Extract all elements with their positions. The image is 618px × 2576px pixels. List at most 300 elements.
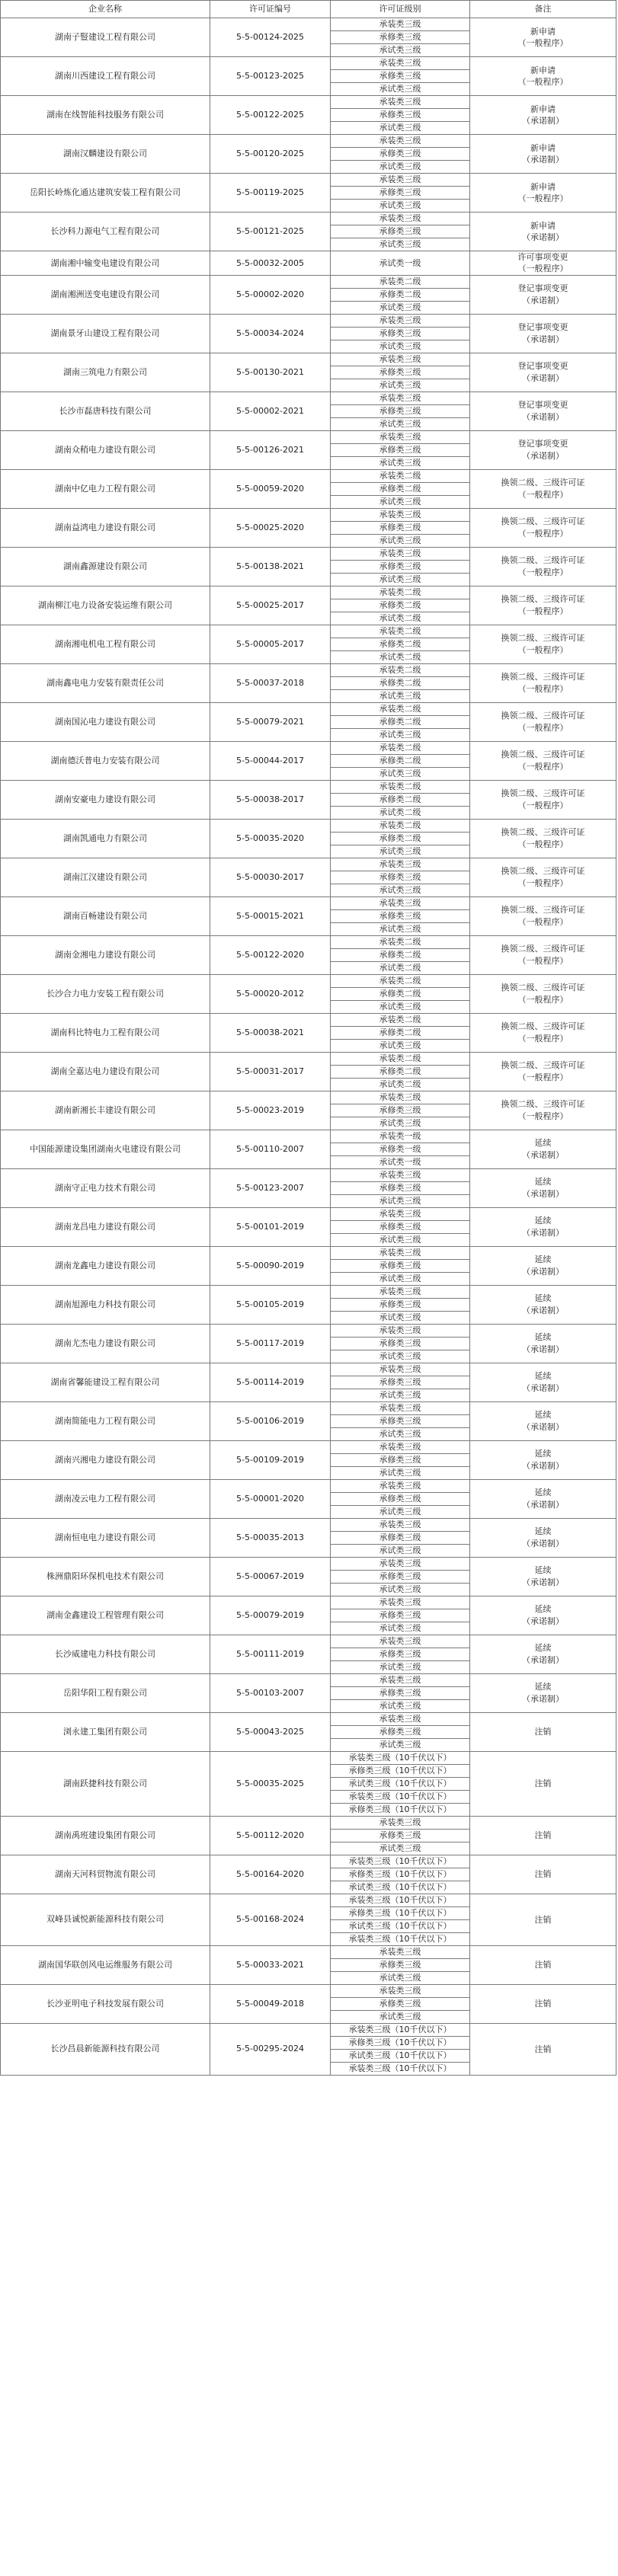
permit-number-cell: 5-5-00124-2025 [210, 18, 331, 57]
note-line: 换领二级、三级许可证 [501, 944, 585, 954]
note-cell [470, 251, 616, 276]
permit-number-cell: 5-5-00044-2017 [210, 741, 331, 780]
permit-level-cell: 承装类三级 [331, 1712, 470, 1725]
table-row [1, 1945, 616, 1958]
note-line: 延续 [534, 1410, 552, 1421]
table-row [1, 663, 616, 676]
table-row [1, 1557, 616, 1570]
permit-number-cell: 5-5-00002-2021 [210, 392, 331, 430]
table-row [1, 1168, 616, 1181]
note-cell [470, 1401, 616, 1440]
note-line: （一般程序） [517, 489, 568, 500]
note-line: 注销 [534, 1779, 552, 1789]
permit-level-cell: 承装类三级 [331, 1518, 470, 1531]
note-line: 新申请 [530, 65, 556, 75]
table-row [1, 1440, 616, 1453]
table-row [1, 1479, 616, 1492]
company-name-cell: 株洲鼎阳环保机电技术有限公司 [1, 1557, 210, 1596]
permit-number-cell: 5-5-00059-2020 [210, 469, 331, 508]
note-line: （承诺制） [522, 1421, 564, 1432]
note-cell [470, 586, 616, 625]
note-cell [470, 1816, 616, 1855]
note-cell [470, 1168, 616, 1207]
table-row [1, 174, 616, 187]
note-line: （承诺制） [522, 1227, 564, 1238]
note-cell [470, 1557, 616, 1596]
note-line: 延续 [534, 1371, 552, 1382]
table-row [1, 1401, 616, 1414]
table-row [1, 1894, 616, 1906]
permit-number-cell: 5-5-00123-2025 [210, 57, 331, 96]
table-row [1, 135, 616, 148]
company-name-cell: 湖南省馨能建设工程有限公司 [1, 1363, 210, 1401]
permit-level-cell: 承装类三级 [331, 1401, 470, 1414]
permit-level-cell: 承试类三级 [331, 2010, 470, 2023]
permit-level-cell: 承修类三级（10千伏以下） [331, 1868, 470, 1881]
permit-level-cell: 承装类三级（10千伏以下） [331, 1932, 470, 1945]
note-cell [470, 1518, 616, 1557]
permit-level-cell: 承修类二级 [331, 715, 470, 728]
permit-level-cell: 承试类三级 [331, 301, 470, 314]
note-line: 登记事项变更 [517, 283, 568, 294]
note-line: （承诺制） [522, 116, 564, 126]
permit-level-cell: 承试类三级 [331, 1699, 470, 1712]
note-cell [470, 1246, 616, 1285]
permit-number-cell: 5-5-00121-2025 [210, 213, 331, 251]
note-line: 新申请 [530, 181, 556, 192]
permit-number-cell: 5-5-00038-2021 [210, 1013, 331, 1052]
company-name-cell: 岳阳长岭炼化通达建筑安装工程有限公司 [1, 174, 210, 213]
permit-level-cell: 承装类三级 [331, 353, 470, 366]
permit-number-cell: 5-5-00079-2019 [210, 1596, 331, 1635]
table-row [1, 1207, 616, 1220]
note-line: 换领二级、三级许可证 [501, 594, 585, 605]
permit-number-cell: 5-5-00105-2019 [210, 1285, 331, 1324]
table-row [1, 213, 616, 225]
permit-level-cell: 承试类三级 [331, 1971, 470, 1984]
header-permit-level: 许可证级别 [331, 1, 470, 18]
permit-level-cell: 承试类三级 [331, 1427, 470, 1440]
permit-level-cell: 承装类三级 [331, 392, 470, 404]
company-name-cell: 湖南守正电力技术有限公司 [1, 1168, 210, 1207]
permit-level-cell: 承修类二级 [331, 793, 470, 806]
company-name-cell: 湖南国华联创风电运维服务有限公司 [1, 1945, 210, 1984]
permit-level-cell: 承修类二级 [331, 1026, 470, 1039]
permit-level-cell: 承试类三级 [331, 1350, 470, 1363]
permit-level-cell: 承修类三级 [331, 187, 470, 200]
permit-number-cell: 5-5-00025-2017 [210, 586, 331, 625]
note-line: 注销 [534, 1960, 552, 1970]
permit-level-cell: 承修类三级（10千伏以下） [331, 1764, 470, 1777]
permit-number-cell: 5-5-00034-2024 [210, 314, 331, 353]
permit-level-cell: 承修类二级 [331, 987, 470, 1000]
company-name-cell: 湖南天河科贸物流有限公司 [1, 1855, 210, 1894]
permit-level-cell: 承试类三级 [331, 161, 470, 174]
permit-level-cell: 承修类三级 [331, 1298, 470, 1311]
note-line: （承诺制） [522, 1188, 564, 1199]
note-cell [470, 1751, 616, 1816]
permit-level-cell: 承装类二级 [331, 780, 470, 793]
permit-level-cell: 承装类二级 [331, 741, 470, 754]
note-line: （一般程序） [517, 77, 568, 87]
note-line: 延续 [534, 1216, 552, 1226]
note-line: 换领二级、三级许可证 [501, 749, 585, 760]
note-cell [470, 508, 616, 547]
permit-level-cell: 承试类三级 [331, 1311, 470, 1324]
note-line: （一般程序） [517, 1111, 568, 1121]
permit-level-cell: 承装类三级 [331, 1207, 470, 1220]
company-name-cell: 湖南凯通电力有限公司 [1, 819, 210, 858]
permit-level-cell: 承修类二级 [331, 638, 470, 650]
permit-level-cell: 承装类二级 [331, 702, 470, 715]
permit-number-cell: 5-5-00023-2019 [210, 1091, 331, 1130]
permit-number-cell: 5-5-00079-2021 [210, 702, 331, 741]
permit-number-cell: 5-5-00130-2021 [210, 353, 331, 392]
note-line: 延续 [534, 1643, 552, 1654]
permit-level-cell: 承修类二级 [331, 832, 470, 845]
table-row [1, 935, 616, 948]
permit-number-cell: 5-5-00295-2024 [210, 2023, 331, 2075]
permit-level-cell: 承修类三级 [331, 1181, 470, 1194]
note-cell [470, 1635, 616, 1673]
note-line: （一般程序） [517, 761, 568, 772]
permit-level-cell: 承修类三级 [331, 1414, 470, 1427]
permit-number-cell: 5-5-00015-2021 [210, 896, 331, 935]
note-line: （一般程序） [517, 683, 568, 694]
permit-level-cell: 承修类三级 [331, 225, 470, 238]
permit-level-cell: 承修类三级 [331, 521, 470, 534]
note-line: 延续 [534, 1488, 552, 1498]
company-name-cell: 湖南旭源电力科技有限公司 [1, 1285, 210, 1324]
company-name-cell: 湖南子豎建设工程有限公司 [1, 18, 210, 57]
permit-level-cell: 承修类二级 [331, 599, 470, 612]
note-cell [470, 469, 616, 508]
permit-level-cell: 承装类三级 [331, 57, 470, 70]
permit-level-cell: 承试类三级 [331, 1622, 470, 1635]
note-cell [470, 1363, 616, 1401]
table-row [1, 1324, 616, 1337]
permit-level-cell: 承装类三级（10千伏以下） [331, 1751, 470, 1764]
note-cell [470, 135, 616, 174]
permit-level-cell: 承装类三级 [331, 1091, 470, 1104]
permit-level-cell: 承试类二级 [331, 612, 470, 625]
note-line: （一般程序） [517, 193, 568, 203]
permit-level-cell: 承修类三级 [331, 1337, 470, 1350]
permit-level-cell: 承装类三级 [331, 1440, 470, 1453]
permit-number-cell: 5-5-00032-2005 [210, 251, 331, 276]
note-cell [470, 1440, 616, 1479]
company-name-cell: 湖南安豪电力建设有限公司 [1, 780, 210, 819]
note-cell [470, 625, 616, 663]
permit-level-cell: 承装类三级 [331, 508, 470, 521]
note-cell [470, 1894, 616, 1945]
note-cell [470, 547, 616, 586]
note-line: 延续 [534, 1254, 552, 1265]
permit-level-cell: 承试类三级 [331, 689, 470, 702]
note-cell [470, 1091, 616, 1130]
permit-level-cell: 承修类三级 [331, 560, 470, 573]
table-row [1, 18, 616, 31]
note-line: 换领二级、三级许可证 [501, 555, 585, 566]
permit-level-cell: 承试类三级 [331, 456, 470, 469]
permit-level-cell: 承修类三级 [331, 1220, 470, 1233]
company-name-cell: 湖南跃捷科技有限公司 [1, 1751, 210, 1816]
permit-level-cell: 承试类三级 [331, 1389, 470, 1401]
note-cell [470, 314, 616, 353]
note-line: 登记事项变更 [517, 400, 568, 411]
permit-number-cell: 5-5-00123-2007 [210, 1168, 331, 1207]
permit-level-cell: 承装类三级 [331, 18, 470, 31]
table-row [1, 275, 616, 288]
note-cell [470, 174, 616, 213]
note-line: 换领二级、三级许可证 [501, 1099, 585, 1110]
note-line: 延续 [534, 1332, 552, 1343]
note-line: （承诺制） [522, 334, 564, 344]
company-name-cell: 湖南在线智能科技服务有限公司 [1, 96, 210, 135]
permit-level-cell: 承试类三级 [331, 417, 470, 430]
company-name-cell: 长沙昌晨新能源科技有限公司 [1, 2023, 210, 2075]
table-row [1, 1091, 616, 1104]
note-cell [470, 18, 616, 57]
note-line: （一般程序） [517, 567, 568, 577]
permit-level-cell: 承试类二级 [331, 806, 470, 819]
company-name-cell: 湖南德沃普电力安装有限公司 [1, 741, 210, 780]
permit-level-cell: 承装类三级 [331, 174, 470, 187]
permit-level-cell: 承装类二级 [331, 819, 470, 832]
permit-level-cell: 承修类三级 [331, 909, 470, 922]
permit-level-cell: 承装类二级 [331, 1013, 470, 1026]
note-line: 注销 [534, 1914, 552, 1925]
permit-level-cell: 承试类三级 [331, 238, 470, 251]
permit-level-cell: 承试类三级 [331, 1842, 470, 1855]
company-name-cell: 中国能源建设集团湖南火电建设有限公司 [1, 1130, 210, 1168]
permit-level-cell: 承修类三级 [331, 1492, 470, 1505]
note-line: 注销 [534, 1999, 552, 2009]
note-line: 延续 [534, 1293, 552, 1304]
permit-level-cell: 承装类三级 [331, 1673, 470, 1686]
permit-level-cell: 承修类三级 [331, 1104, 470, 1117]
permit-number-cell: 5-5-00037-2018 [210, 663, 331, 702]
permit-number-cell: 5-5-00067-2019 [210, 1557, 331, 1596]
permit-level-cell: 承装类三级 [331, 1363, 470, 1376]
table-row [1, 780, 616, 793]
permit-level-cell: 承试类三级 [331, 1505, 470, 1518]
company-name-cell: 湖南龙昌电力建设有限公司 [1, 1207, 210, 1246]
permit-level-cell: 承修类二级 [331, 482, 470, 495]
note-cell [470, 1712, 616, 1751]
permit-number-cell: 5-5-00168-2024 [210, 1894, 331, 1945]
note-line: 延续 [534, 1604, 552, 1615]
permit-level-cell: 承装类三级（10千伏以下） [331, 1790, 470, 1803]
table-row [1, 625, 616, 638]
permit-number-cell: 5-5-00138-2021 [210, 547, 331, 586]
permit-level-cell: 承修类二级 [331, 1065, 470, 1078]
permit-level-cell: 承修类三级 [331, 1376, 470, 1389]
note-cell [470, 430, 616, 469]
permit-level-cell: 承装类三级 [331, 1168, 470, 1181]
permit-level-cell: 承修类一级 [331, 1143, 470, 1155]
header-permit-number: 许可证编号 [210, 1, 331, 18]
permit-number-cell: 5-5-00035-2020 [210, 819, 331, 858]
permit-level-cell: 承装类三级 [331, 314, 470, 327]
permit-level-cell: 承修类三级 [331, 1686, 470, 1699]
company-name-cell: 湖南兴湘电力建设有限公司 [1, 1440, 210, 1479]
note-line: 注销 [534, 2044, 552, 2054]
permit-level-cell: 承修类三级 [331, 148, 470, 161]
note-line: （承诺制） [522, 1616, 564, 1626]
note-cell [470, 780, 616, 819]
note-line: 新申请 [530, 26, 556, 37]
company-name-cell: 长沙威建电力科技有限公司 [1, 1635, 210, 1673]
note-line: 登记事项变更 [517, 439, 568, 449]
table-row [1, 896, 616, 909]
note-line: （承诺制） [522, 1499, 564, 1510]
note-line: （一般程序） [517, 1033, 568, 1044]
table-row [1, 1635, 616, 1648]
permit-level-cell: 承试类二级 [331, 650, 470, 663]
note-cell [470, 1285, 616, 1324]
note-line: 登记事项变更 [517, 322, 568, 333]
note-line: （承诺制） [522, 1460, 564, 1471]
note-line: 注销 [534, 1727, 552, 1737]
note-cell [470, 1945, 616, 1984]
permit-level-cell: 承装类二级 [331, 974, 470, 987]
company-name-cell: 湖南鑫源建设有限公司 [1, 547, 210, 586]
permit-level-cell: 承装类二级 [331, 935, 470, 948]
table-row [1, 57, 616, 70]
permit-number-cell: 5-5-00101-2019 [210, 1207, 331, 1246]
note-cell [470, 896, 616, 935]
note-line: （一般程序） [517, 877, 568, 888]
permit-level-cell: 承试类三级 [331, 83, 470, 96]
table-row [1, 314, 616, 327]
note-line: 换领二级、三级许可证 [501, 633, 585, 644]
table-row [1, 353, 616, 366]
permit-level-cell: 承装类二级 [331, 586, 470, 599]
permit-level-cell: 承装类三级 [331, 1479, 470, 1492]
permit-level-cell: 承试类三级 [331, 767, 470, 780]
company-name-cell: 长沙合力电力安装工程有限公司 [1, 974, 210, 1013]
permit-number-cell: 5-5-00164-2020 [210, 1855, 331, 1894]
permit-level-cell: 承修类三级 [331, 327, 470, 340]
permit-level-cell: 承装类三级 [331, 1984, 470, 1997]
company-name-cell: 湖南益鸿电力建设有限公司 [1, 508, 210, 547]
table-row [1, 702, 616, 715]
note-line: 换领二级、三级许可证 [501, 905, 585, 916]
note-line: （承诺制） [522, 372, 564, 383]
company-name-cell: 湖南湘电机电工程有限公司 [1, 625, 210, 663]
permit-level-cell: 承装类三级（10千伏以下） [331, 1855, 470, 1868]
company-name-cell: 双峰县诚悦新能源科技有限公司 [1, 1894, 210, 1945]
company-name-cell: 湖南众稍电力建设有限公司 [1, 430, 210, 469]
permit-number-cell: 5-5-00090-2019 [210, 1246, 331, 1285]
permit-level-cell: 承修类三级 [331, 871, 470, 884]
table-body [1, 18, 616, 2076]
permit-level-cell: 承试类三级（10千伏以下） [331, 1777, 470, 1790]
permit-level-cell: 承试类二级 [331, 961, 470, 974]
note-cell [470, 1855, 616, 1894]
company-name-cell: 岳阳华阳工程有限公司 [1, 1673, 210, 1712]
permit-number-cell: 5-5-00043-2025 [210, 1712, 331, 1751]
table-row [1, 1712, 616, 1725]
note-line: （承诺制） [522, 1266, 564, 1277]
note-line: 换领二级、三级许可证 [501, 1021, 585, 1032]
company-name-cell: 浏永建工集团有限公司 [1, 1712, 210, 1751]
permit-level-cell: 承修类三级 [331, 1997, 470, 2010]
permit-level-cell: 承试类三级 [331, 534, 470, 547]
permit-level-cell: 承修类三级 [331, 1531, 470, 1544]
note-line: （承诺制） [522, 1538, 564, 1548]
permit-level-cell: 承装类二级 [331, 1052, 470, 1065]
permit-level-cell: 承装类一级 [331, 1130, 470, 1143]
note-cell [470, 1324, 616, 1363]
note-line: （一般程序） [517, 606, 568, 616]
permit-level-cell: 承试类三级 [331, 340, 470, 353]
permit-level-cell: 承装类三级 [331, 858, 470, 871]
table-row [1, 1673, 616, 1686]
permit-number-cell: 5-5-00002-2020 [210, 275, 331, 314]
header-company: 企业名称 [1, 1, 210, 18]
note-cell [470, 858, 616, 896]
permit-level-cell: 承修类三级 [331, 1829, 470, 1842]
company-name-cell: 湖南湘中输变电建设有限公司 [1, 251, 210, 276]
permit-level-cell: 承装类三级 [331, 1285, 470, 1298]
note-line: （一般程序） [517, 916, 568, 927]
permit-level-cell: 承试类三级（10千伏以下） [331, 1919, 470, 1932]
permit-number-cell: 5-5-00122-2025 [210, 96, 331, 135]
note-cell [470, 1596, 616, 1635]
permit-level-cell: 承修类三级 [331, 109, 470, 122]
note-line: （承诺制） [522, 232, 564, 242]
company-name-cell: 湖南柳江电力设备安装运维有限公司 [1, 586, 210, 625]
table-row [1, 974, 616, 987]
company-name-cell: 长沙科力源电气工程有限公司 [1, 213, 210, 251]
note-line: （承诺制） [522, 1577, 564, 1587]
table-row [1, 741, 616, 754]
table-row [1, 508, 616, 521]
permit-level-cell: 承装类三级（10千伏以下） [331, 2062, 470, 2075]
permit-level-cell: 承修类三级 [331, 1725, 470, 1738]
note-line: 延续 [534, 1526, 552, 1537]
permit-level-cell: 承修类三级（10千伏以下） [331, 1803, 470, 1816]
note-line: （一般程序） [517, 38, 568, 48]
permit-level-cell: 承装类三级 [331, 1596, 470, 1609]
note-cell [470, 353, 616, 392]
permit-level-cell: 承修类三级（10千伏以下） [331, 2036, 470, 2049]
note-cell [470, 1673, 616, 1712]
permit-level-cell: 承试类三级（10千伏以下） [331, 2049, 470, 2062]
permit-level-cell: 承修类三级 [331, 1609, 470, 1622]
permit-number-cell: 5-5-00111-2019 [210, 1635, 331, 1673]
note-cell [470, 741, 616, 780]
company-name-cell: 湖南景牙山建设工程有限公司 [1, 314, 210, 353]
permit-number-cell: 5-5-00117-2019 [210, 1324, 331, 1363]
note-line: （一般程序） [517, 528, 568, 539]
permit-level-cell: 承试类三级 [331, 728, 470, 741]
note-cell [470, 1207, 616, 1246]
note-line: （一般程序） [517, 1072, 568, 1082]
permit-level-cell: 承装类三级 [331, 1324, 470, 1337]
table-row [1, 1130, 616, 1143]
permit-level-cell: 承修类二级 [331, 288, 470, 301]
note-line: 换领二级、三级许可证 [501, 672, 585, 682]
table-row [1, 1751, 616, 1764]
permit-number-cell: 5-5-00109-2019 [210, 1440, 331, 1479]
permit-level-cell: 承试类三级 [331, 495, 470, 508]
permit-number-cell: 5-5-00126-2021 [210, 430, 331, 469]
permit-level-cell: 承装类二级 [331, 469, 470, 482]
permit-level-cell: 承试类三级 [331, 379, 470, 392]
